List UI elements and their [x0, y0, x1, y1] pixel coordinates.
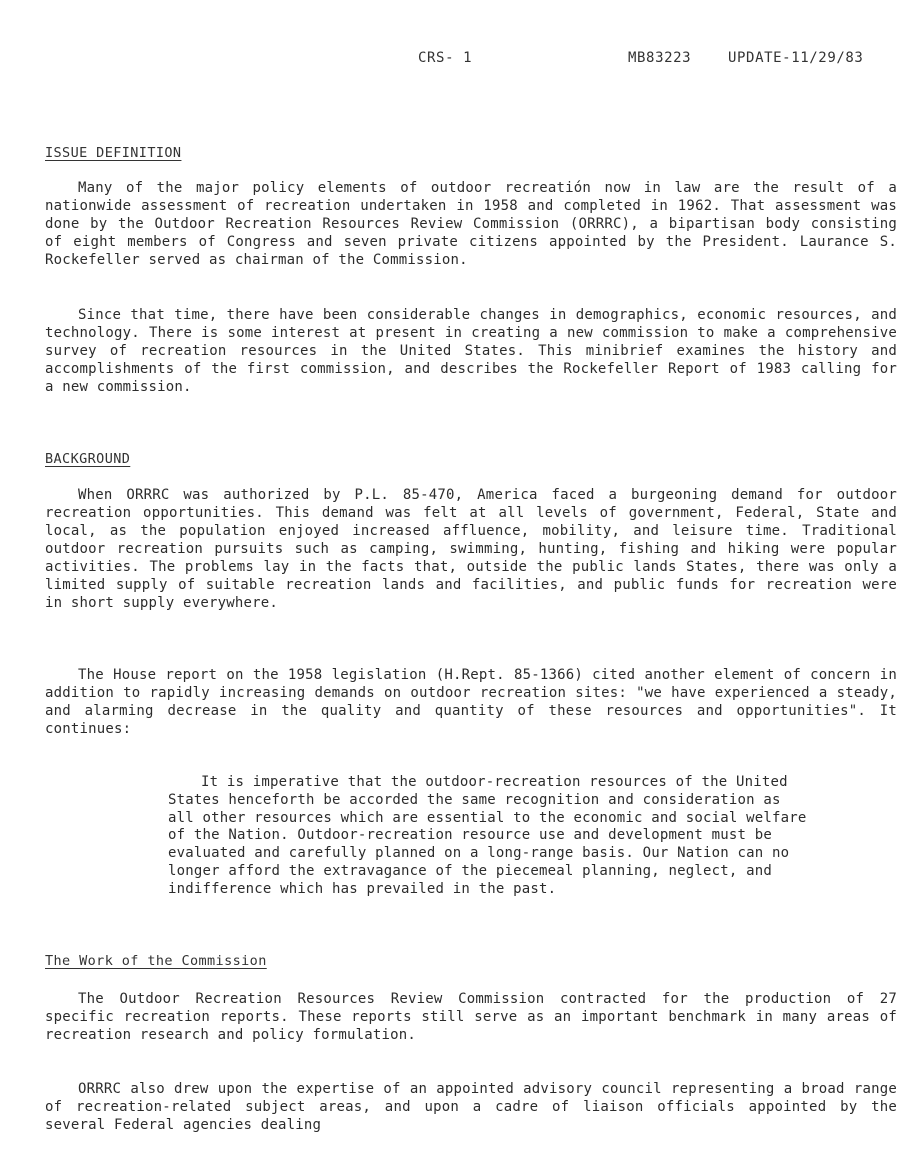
background-paragraph-2: The House report on the 1958 legislation (H.Rept. 85-1366) cited another element of concern in addition to rapidly increasing demands on outdoor recreation sites: "we have experienced a steady, and alarming decrease in the quality and quantity of these resources and opportunities". It continues:: [45, 667, 897, 737]
commission-paragraph-1: The Outdoor Recreation Resources Review Commission contracted for the production of 27 specific recreation reports. These reports still serve as an important benchmark in many areas of recreation research and policy formulation.: [45, 991, 897, 1043]
commission-paragraph-2: ORRRC also drew upon the expertise of an appointed advisory council representing a broad range of recreation-related subject areas, and upon a cadre of liaison officials appointed by the several Federal agencies dealing: [45, 1081, 897, 1133]
issue-definition-paragraph-2: Since that time, there have been considerable changes in demographics, economic resources, and technology. There is some interest at present in creating a new commission to make a comprehensive survey of recreation resources in the United States. This minibrief examines the history and accomplishments of the first commission, and describes the Rockefeller Report of 1983 calling for a new commission.: [45, 307, 897, 395]
issue-definition-paragraph-1: Many of the major policy elements of outdoor recreatión now in law are the result of a nationwide assessment of recreation undertaken in 1958 and completed in 1962. That assessment was done by the Outdoor Recreation Resources Review Commission (ORRRC), a bipartisan body consisting of eight members of Congress and seven private citizens appointed by the President. Laurance S. Rockefeller served as chairman of the Commission.: [45, 180, 897, 268]
page-label: CRS- 1: [418, 50, 473, 66]
update-date: UPDATE-11/29/83: [728, 50, 864, 66]
heading-issue-definition: ISSUE DEFINITION: [45, 145, 182, 161]
heading-background: BACKGROUND: [45, 451, 131, 467]
background-paragraph-1: When ORRRC was authorized by P.L. 85-470, America faced a burgeoning demand for outdoor recreation opportunities. This demand was felt at all levels of government, Federal, State and local, as the population enjoyed increased affluence, mobility, and leisure time. Traditional outdoor recreation pursuits such as camping, swimming, hunting, fishing and hiking were popular activities. The problems lay in the facts that, outside the public lands States, there was only a limited supply of suitable recreation lands and facilities, and public funds for recreation were in short supply everywhere.: [45, 487, 897, 611]
document-id: MB83223: [628, 50, 692, 66]
heading-work-of-commission: The Work of the Commission: [45, 953, 267, 969]
block-quote: It is imperative that the outdoor-recreation resources of the United States henceforth be accorded the same recognition and consideration as all other resources which are essential to the economic and social welfare of the Nation. Outdoor-recreation resource use and development must be evaluated and carefully planned on a long-range basis. Our Nation can no longer afford the extravagance of the piecemeal planning, neglect, and indifference which has prevailed in the past.: [168, 774, 807, 897]
